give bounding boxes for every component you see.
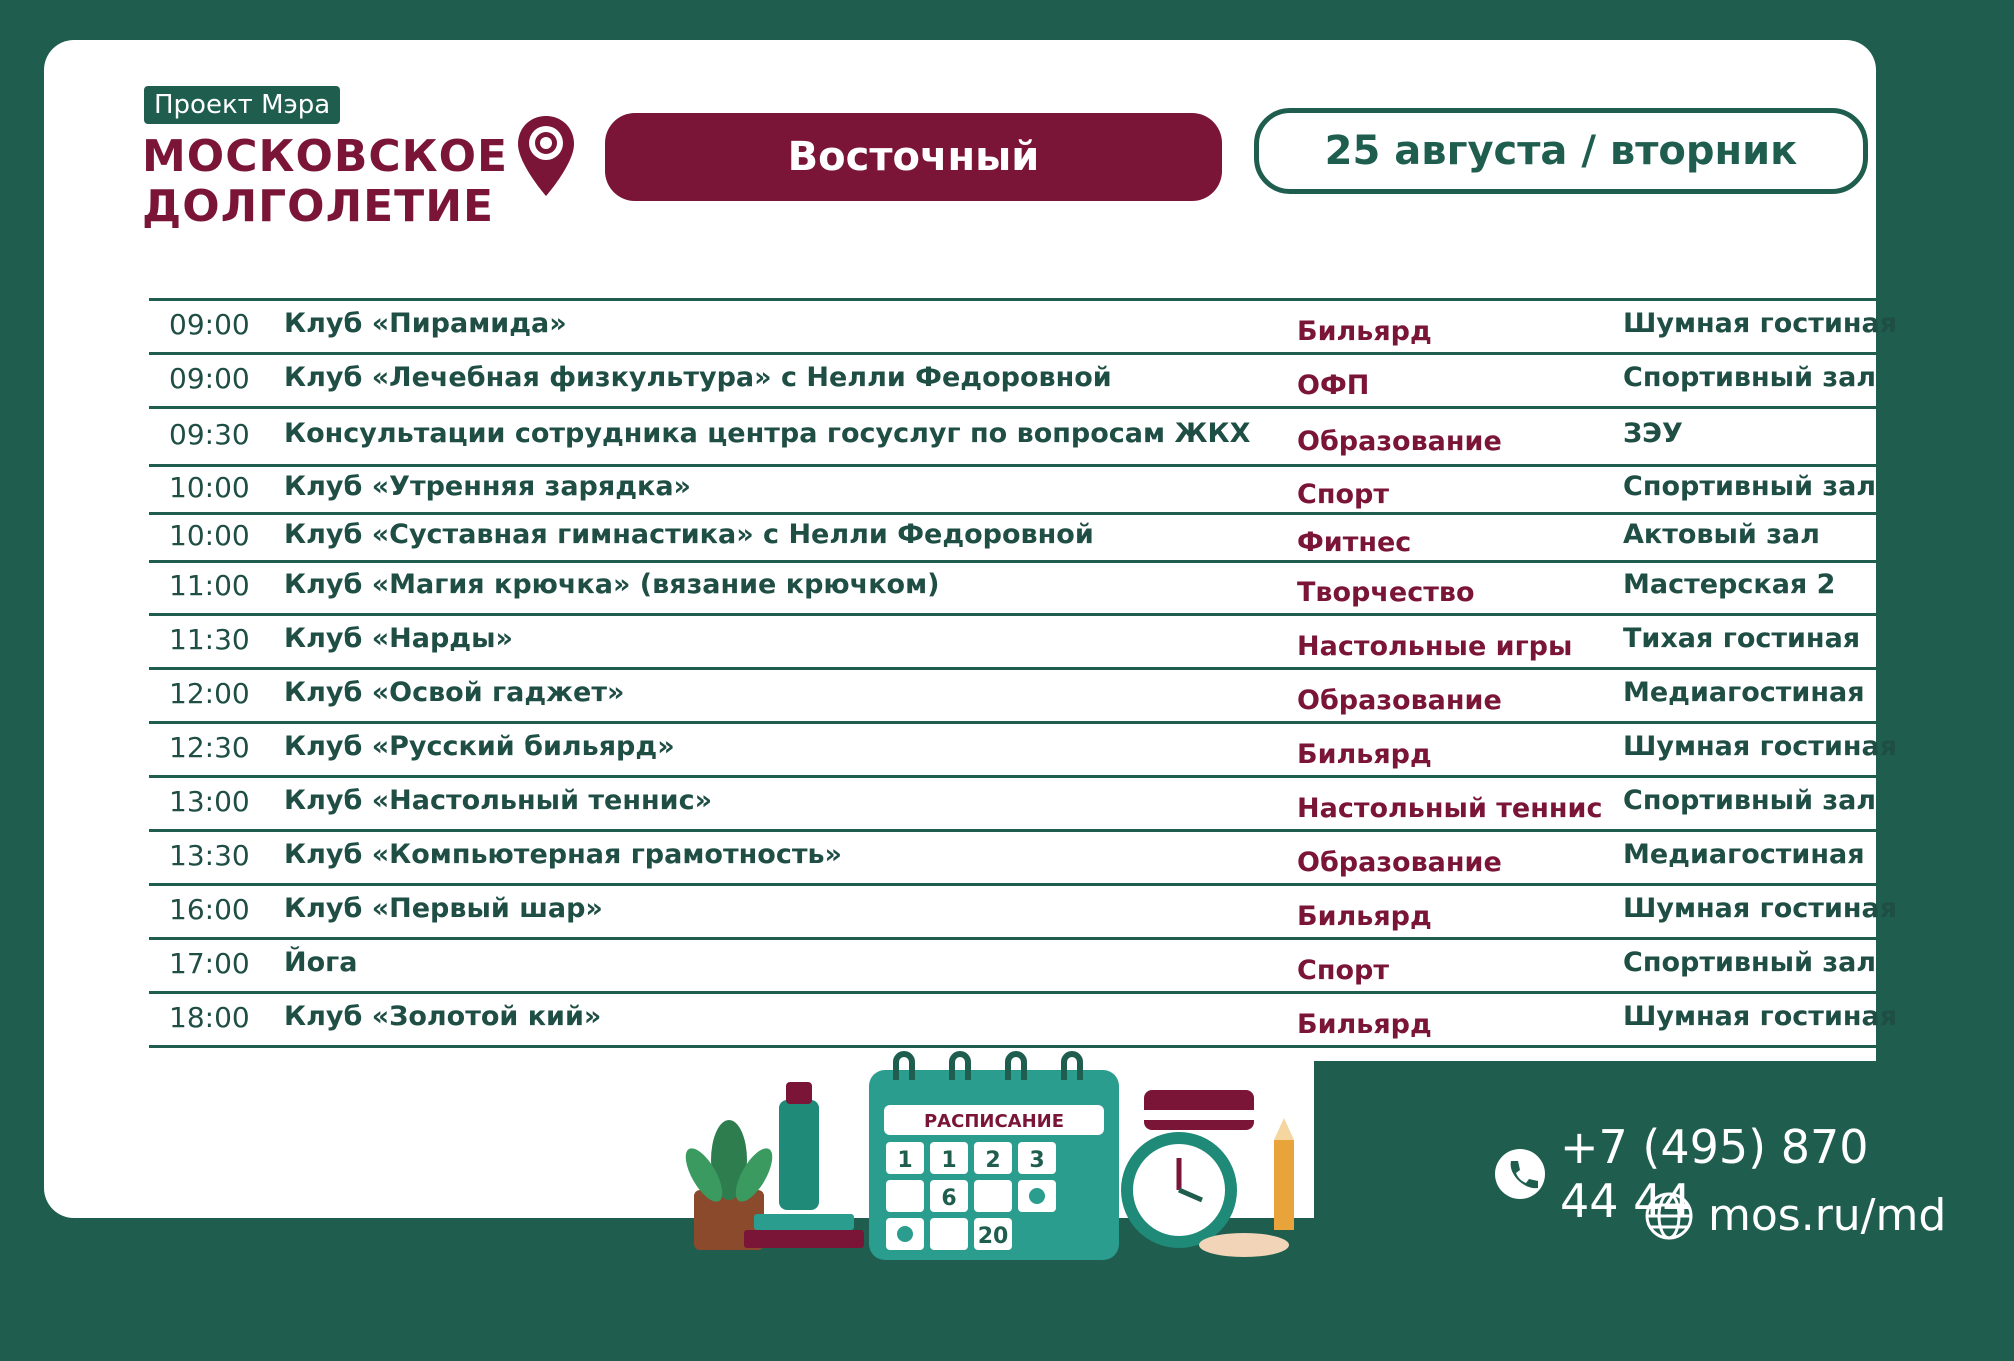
calendar-number: 3 bbox=[1029, 1148, 1045, 1173]
calendar-label: РАСПИСАНИЕ bbox=[923, 1111, 1065, 1132]
event-title: Клуб «Лечебная физкультура» с Нелли Федоровной bbox=[284, 362, 1112, 393]
schedule-card bbox=[44, 40, 1947, 1249]
event-time: 11:30 bbox=[169, 623, 250, 656]
event-room: Шумная гостиная bbox=[1623, 893, 1898, 924]
phone-icon bbox=[1494, 1148, 1546, 1200]
event-category: Бильярд bbox=[1297, 316, 1432, 347]
calendar-number: 1 bbox=[941, 1148, 957, 1173]
event-category: Настольный теннис bbox=[1297, 793, 1603, 824]
event-title: Клуб «Компьютерная грамотность» bbox=[284, 839, 842, 870]
event-time: 09:00 bbox=[169, 308, 250, 341]
schedule-row bbox=[149, 409, 1881, 467]
event-category: Спорт bbox=[1297, 955, 1389, 986]
schedule-row bbox=[149, 563, 1881, 616]
event-room: Медиагостиная bbox=[1623, 839, 1865, 870]
event-room: Шумная гостиная bbox=[1623, 1001, 1898, 1032]
brand-line-1: МОСКОВСКОЕ bbox=[142, 131, 509, 182]
calendar-number: 1 bbox=[897, 1148, 913, 1173]
event-room: Актовый зал bbox=[1623, 519, 1820, 550]
event-time: 18:00 bbox=[169, 1001, 250, 1034]
website-link[interactable]: mos.ru/md bbox=[1708, 1190, 1947, 1241]
schedule-table bbox=[149, 298, 1898, 1048]
schedule-row bbox=[149, 886, 1898, 940]
event-time: 11:00 bbox=[169, 569, 250, 602]
event-category: Бильярд bbox=[1297, 1009, 1432, 1040]
event-room: Шумная гостиная bbox=[1623, 731, 1898, 762]
event-title: Клуб «Русский бильярд» bbox=[284, 731, 675, 762]
event-time: 13:00 bbox=[169, 785, 250, 818]
location-pin-icon bbox=[516, 114, 576, 198]
calendar-number: 20 bbox=[977, 1224, 1009, 1249]
calendar-number: 6 bbox=[941, 1186, 957, 1211]
schedule-row bbox=[149, 832, 1881, 886]
event-room: Медиагостиная bbox=[1623, 677, 1865, 708]
event-room: Тихая гостиная bbox=[1623, 623, 1861, 654]
event-title: Клуб «Освой гаджет» bbox=[284, 677, 625, 708]
event-title: Клуб «Утренняя зарядка» bbox=[284, 471, 691, 502]
schedule-row bbox=[149, 355, 1881, 409]
schedule-row bbox=[149, 724, 1898, 778]
schedule-illustration bbox=[634, 1040, 1334, 1260]
event-room: Спортивный зал bbox=[1623, 362, 1877, 393]
event-title: Консультации сотрудника центра госуслуг по вопросам ЖКХ bbox=[284, 418, 1251, 449]
schedule-row bbox=[149, 670, 1881, 724]
event-category: Спорт bbox=[1297, 479, 1389, 510]
schedule-row bbox=[149, 778, 1881, 832]
schedule-row bbox=[149, 940, 1881, 994]
event-room: Мастерская 2 bbox=[1623, 569, 1836, 600]
schedule-row bbox=[149, 467, 1881, 515]
event-category: Бильярд bbox=[1297, 739, 1432, 770]
brand-logo bbox=[142, 132, 508, 232]
phone-number[interactable]: +7 (495) 870 44 44 bbox=[1560, 1120, 1869, 1228]
schedule-row bbox=[149, 616, 1881, 670]
event-title: Клуб «Первый шар» bbox=[284, 893, 603, 924]
event-category: Бильярд bbox=[1297, 901, 1432, 932]
event-title: Клуб «Суставная гимнастика» с Нелли Федоровной bbox=[284, 519, 1094, 550]
event-time: 17:00 bbox=[169, 947, 250, 980]
event-time: 13:30 bbox=[169, 839, 250, 872]
event-room: Шумная гостиная bbox=[1623, 308, 1898, 339]
project-badge: Проект Мэра bbox=[144, 86, 340, 124]
event-title: Клуб «Пирамида» bbox=[284, 308, 567, 339]
event-time: 16:00 bbox=[169, 893, 250, 926]
date-label: 25 августа / вторник bbox=[1254, 108, 1868, 194]
event-title: Йога bbox=[284, 947, 358, 978]
event-category: ОФП bbox=[1297, 370, 1370, 401]
event-category: Образование bbox=[1297, 685, 1502, 716]
event-time: 10:00 bbox=[169, 519, 250, 552]
event-title: Клуб «Золотой кий» bbox=[284, 1001, 602, 1032]
event-room: Спортивный зал bbox=[1623, 947, 1877, 978]
event-time: 10:00 bbox=[169, 471, 250, 504]
event-title: Клуб «Магия крючка» (вязание крючком) bbox=[284, 569, 940, 600]
event-time: 12:00 bbox=[169, 677, 250, 710]
schedule-row bbox=[149, 301, 1898, 355]
event-title: Клуб «Настольный теннис» bbox=[284, 785, 713, 816]
event-time: 09:30 bbox=[169, 418, 250, 451]
event-category: Настольные игры bbox=[1297, 631, 1573, 662]
calendar-number: 2 bbox=[985, 1148, 1001, 1173]
event-category: Фитнес bbox=[1297, 527, 1412, 558]
district-label: Восточный bbox=[605, 113, 1222, 201]
brand-line-2: ДОЛГОЛЕТИЕ bbox=[142, 181, 495, 232]
event-room: Спортивный зал bbox=[1623, 785, 1877, 816]
event-title: Клуб «Нарды» bbox=[284, 623, 513, 654]
event-time: 09:00 bbox=[169, 362, 250, 395]
event-category: Творчество bbox=[1297, 577, 1475, 608]
event-room: Спортивный зал bbox=[1623, 471, 1877, 502]
schedule-row bbox=[149, 515, 1881, 563]
globe-icon bbox=[1644, 1191, 1694, 1241]
event-time: 12:30 bbox=[169, 731, 250, 764]
event-category: Образование bbox=[1297, 426, 1502, 457]
footer-site bbox=[1644, 1190, 1946, 1241]
event-room: ЗЭУ bbox=[1623, 418, 1683, 449]
event-category: Образование bbox=[1297, 847, 1502, 878]
